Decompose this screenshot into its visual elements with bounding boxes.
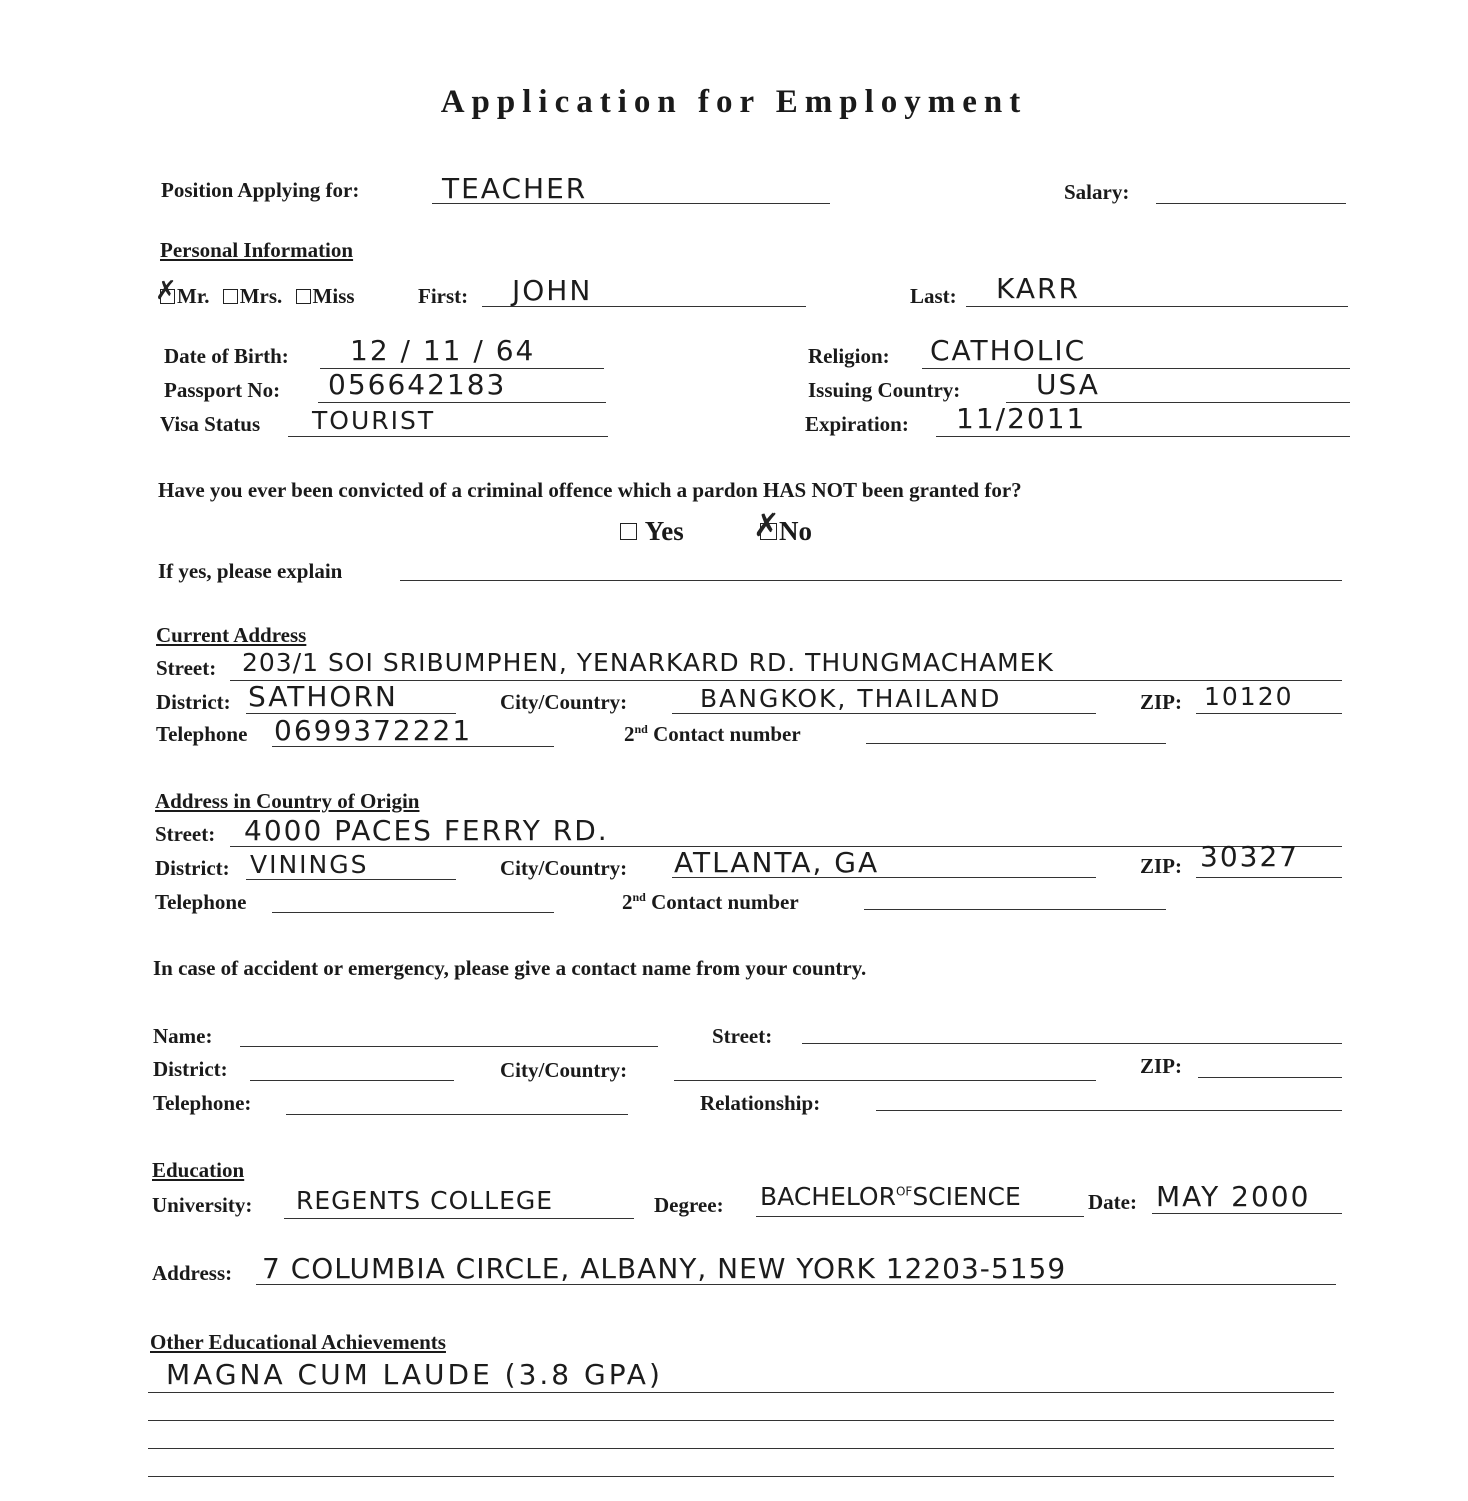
origin-district-label: District: [155,856,230,880]
emergency-name-label: Name: [153,1024,213,1048]
emergency-city-field[interactable] [674,1080,1096,1081]
salary-field[interactable] [1156,203,1346,204]
emergency-relationship-field[interactable] [876,1110,1342,1111]
emergency-street-field[interactable] [802,1043,1342,1044]
criminal-no-option[interactable]: ✗ No [760,516,812,547]
criminal-question: Have you ever been convicted of a criminal offence which a pardon HAS NOT been granted for? [158,478,1022,502]
origin-street-label: Street: [155,822,216,846]
religion-label: Religion: [808,344,890,368]
first-name-label: First: [418,284,469,308]
personal-info-heading: Personal Information [160,238,354,262]
other-achievements-heading: Other Educational Achievements [150,1330,446,1354]
last-name-label: Last: [910,284,957,308]
emergency-zip-label: ZIP: [1140,1054,1182,1078]
date-label: Date: [1088,1190,1137,1214]
origin-district-line [246,879,456,880]
current-city-line [672,713,1096,714]
emergency-telephone-field[interactable] [286,1114,628,1115]
last-name-field[interactable]: KARR [996,272,1080,305]
last-name-line [966,306,1348,307]
expiration-field[interactable]: 11/2011 [956,402,1087,435]
religion-field[interactable]: CATHOLIC [930,334,1087,367]
date-field[interactable]: MAY 2000 [1156,1180,1311,1213]
criminal-yes-option[interactable]: Yes [620,516,684,547]
emergency-street-label: Street: [712,1024,773,1048]
university-line [284,1218,634,1219]
current-telephone-label: Telephone [156,722,248,746]
explain-label: If yes, please explain [158,559,343,583]
origin-zip-line [1196,877,1342,878]
religion-line [922,368,1350,369]
origin-district-field[interactable]: VININGS [250,850,369,879]
visa-status-label: Visa Status [160,412,261,436]
current-city-field[interactable]: BANGKOK, THAILAND [700,684,1002,713]
origin-address-heading: Address in Country of Origin [155,789,420,813]
current-street-field[interactable]: 203/1 SOI SRIBUMPHEN, YENARKARD RD. THUNGMACHAMEK [242,648,1054,677]
current-zip-field[interactable]: 10120 [1204,682,1294,711]
emergency-intro: In case of accident or emergency, please give a contact name from your country. [153,956,867,980]
current-zip-line [1196,713,1342,714]
achievement-line-1 [148,1392,1334,1393]
degree-field[interactable]: $BACHELOR^{OF}SCIENCE$ [760,1182,1021,1211]
university-field[interactable]: REGENTS COLLEGE [296,1186,554,1215]
degree-label: Degree: [654,1193,724,1217]
origin-city-label: City/Country: [500,856,628,880]
current-zip-label: ZIP: [1140,690,1182,714]
miss-checkbox[interactable] [296,289,311,304]
passport-label: Passport No: [164,378,281,402]
title-mr-option[interactable]: ✗Mr. [160,284,209,308]
origin-telephone-label: Telephone [155,890,247,914]
visa-status-field[interactable]: TOURIST [312,406,436,435]
achievement-field-4[interactable] [148,1476,1334,1477]
origin-contact2-label: 2nd Contact number [622,890,799,914]
achievement-field-2[interactable] [148,1420,1334,1421]
emergency-district-field[interactable] [250,1080,454,1081]
issuing-country-field[interactable]: USA [1036,368,1100,401]
passport-field[interactable]: 056642183 [328,368,507,401]
title-miss-option[interactable]: Miss [296,284,355,308]
mrs-checkbox[interactable] [223,289,238,304]
dob-field[interactable]: 12 / 11 / 64 [350,334,536,367]
mr-checkbox[interactable] [160,289,175,304]
dob-label: Date of Birth: [164,344,289,368]
university-label: University: [152,1193,253,1217]
current-telephone-field[interactable]: 0699372221 [274,714,473,747]
origin-contact2-field[interactable] [864,909,1166,910]
emergency-name-field[interactable] [240,1046,658,1047]
origin-street-field[interactable]: 4000 PACES FERRY RD. [244,814,609,847]
current-district-label: District: [156,690,231,714]
yes-checkbox[interactable] [620,523,637,540]
degree-line [756,1216,1084,1217]
origin-telephone-field[interactable] [272,912,554,913]
achievement-field-1[interactable]: MAGNA CUM LAUDE (3.8 GPA) [166,1358,663,1391]
origin-zip-field[interactable]: 30327 [1200,840,1300,873]
issuing-country-label: Issuing Country: [808,378,961,402]
current-contact2-label: 2nd Contact number [624,722,801,746]
expiration-line [936,436,1350,437]
current-city-label: City/Country: [500,690,628,714]
date-line [1152,1213,1342,1214]
no-checkbox[interactable] [760,523,777,540]
position-label: Position Applying for: [161,178,360,202]
emergency-zip-field[interactable] [1198,1077,1342,1078]
emergency-relationship-label: Relationship: [700,1091,821,1115]
education-heading: Education [152,1158,245,1182]
passport-line [318,402,606,403]
origin-zip-label: ZIP: [1140,854,1182,878]
expiration-label: Expiration: [805,412,909,436]
first-name-field[interactable]: JOHN [512,274,593,307]
current-district-field[interactable]: SATHORN [248,680,398,713]
title-options [160,284,363,309]
edu-address-label: Address: [152,1261,233,1285]
current-address-heading: Current Address [156,623,307,647]
form-title: Application for Employment [440,84,1028,120]
edu-address-field[interactable]: 7 COLUMBIA CIRCLE, ALBANY, NEW YORK 12203-5159 [262,1252,1067,1285]
position-field[interactable]: TEACHER [442,172,588,205]
current-contact2-field[interactable] [866,743,1166,744]
title-mrs-option[interactable]: Mrs. [223,284,283,308]
origin-city-field[interactable]: ATLANTA, GA [674,846,880,879]
emergency-district-label: District: [153,1057,228,1081]
visa-status-line [288,436,608,437]
current-street-label: Street: [156,656,217,680]
explain-field[interactable] [400,580,1342,581]
salary-label: Salary: [1064,180,1130,204]
emergency-city-label: City/Country: [500,1058,628,1082]
emergency-telephone-label: Telephone: [153,1091,252,1115]
achievement-field-3[interactable] [148,1448,1334,1449]
